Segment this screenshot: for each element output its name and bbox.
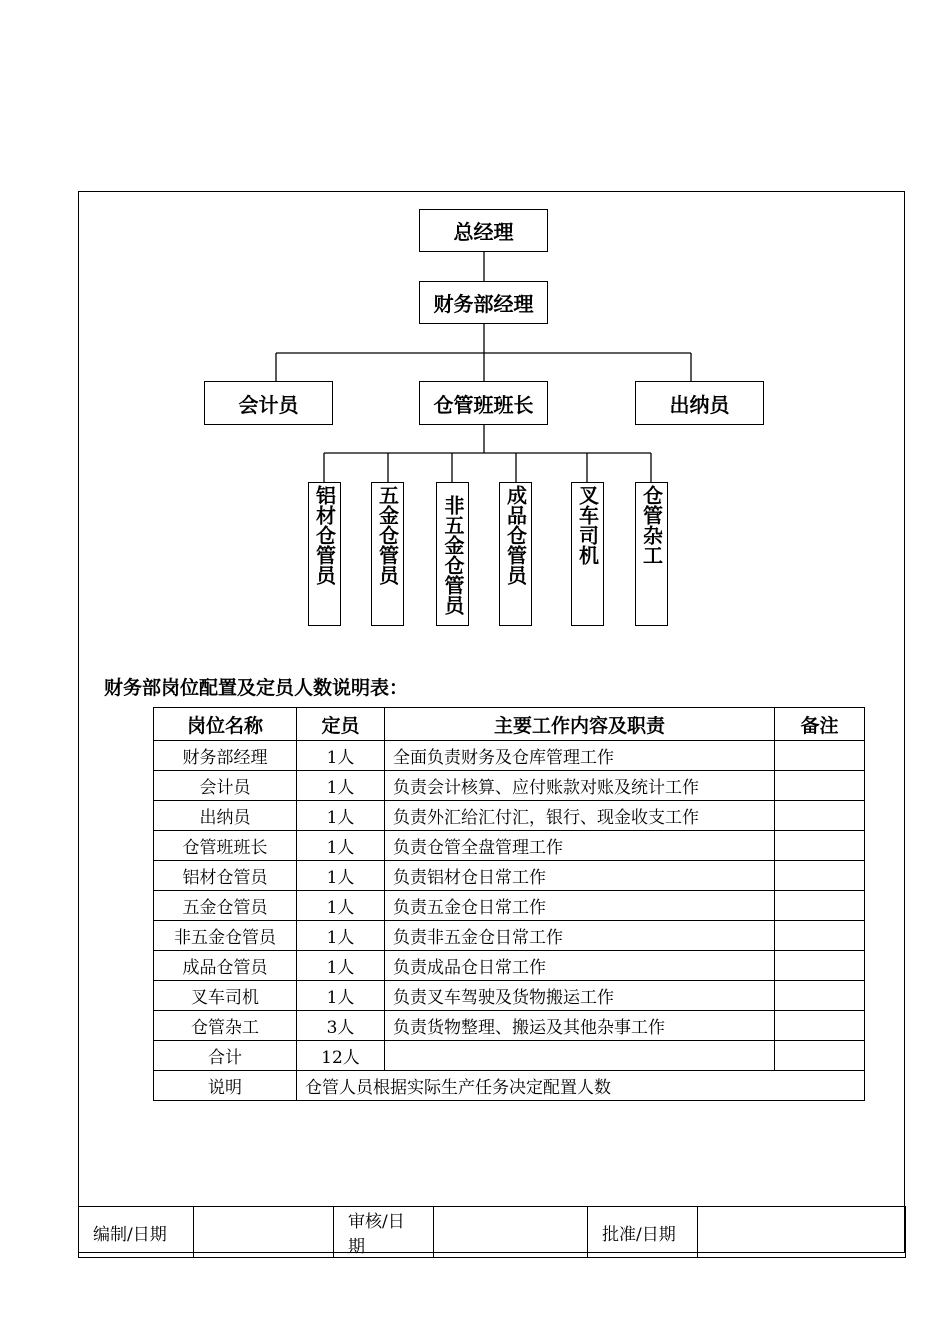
table-row [154,1011,865,1041]
cell-count: 1人 [297,831,385,861]
cell-position: 仓管杂工 [154,1011,297,1041]
table-row [154,831,865,861]
org-box-finished-goods-keeper: 成品仓管员 [499,482,532,626]
signoff-reviewed-field[interactable] [434,1207,588,1258]
org-box-non-hardware-keeper: 非五金仓管员 [436,482,469,626]
cell-note [775,1011,865,1041]
signoff-approved-field[interactable] [698,1207,906,1258]
cell-count: 1人 [297,741,385,771]
cell-note [775,1041,865,1071]
org-box-forklift-driver: 叉车司机 [571,482,604,626]
header-note: 备注 [775,708,865,741]
staffing-table [153,707,865,1101]
table-remark-row [154,1071,865,1101]
cell-note [775,801,865,831]
org-box-hardware-keeper: 五金仓管员 [371,482,404,626]
cell-total-count: 12人 [297,1041,385,1071]
cell-position: 五金仓管员 [154,891,297,921]
cell-total-label: 合计 [154,1041,297,1071]
header-duty: 主要工作内容及职责 [385,708,775,741]
org-box-cashier: 出纳员 [635,381,764,425]
table-total-row [154,1041,865,1071]
cell-duty: 负责五金仓日常工作 [385,891,775,921]
table-row [154,771,865,801]
cell-count: 1人 [297,801,385,831]
cell-count: 1人 [297,891,385,921]
cell-note [775,861,865,891]
cell-count: 3人 [297,1011,385,1041]
cell-duty: 负责货物整理、搬运及其他杂事工作 [385,1011,775,1041]
signoff-approved-label: 批准/日期 [588,1207,698,1258]
signoff-table [78,1206,906,1258]
header-position: 岗位名称 [154,708,297,741]
cell-note [775,921,865,951]
signoff-reviewed-label: 审核/日期 [334,1207,434,1258]
org-box-general-manager: 总经理 [419,209,548,252]
org-box-accountant: 会计员 [204,381,333,425]
cell-position: 出纳员 [154,801,297,831]
cell-note [775,831,865,861]
cell-note [775,771,865,801]
cell-duty: 负责仓管全盘管理工作 [385,831,775,861]
cell-duty: 负责会计核算、应付账款对账及统计工作 [385,771,775,801]
cell-duty: 负责成品仓日常工作 [385,951,775,981]
table-row [154,921,865,951]
section-title: 财务部岗位配置及定员人数说明表： [104,677,409,699]
cell-note [775,981,865,1011]
cell-duty [385,1041,775,1071]
cell-duty: 负责外汇给汇付汇，银行、现金收支工作 [385,801,775,831]
header-count: 定员 [297,708,385,741]
table-row [154,951,865,981]
cell-position: 仓管班班长 [154,831,297,861]
cell-count: 1人 [297,861,385,891]
cell-position: 叉车司机 [154,981,297,1011]
cell-duty: 负责叉车驾驶及货物搬运工作 [385,981,775,1011]
cell-position: 财务部经理 [154,741,297,771]
table-header-row [154,708,865,741]
cell-duty: 负责非五金仓日常工作 [385,921,775,951]
cell-position: 铝材仓管员 [154,861,297,891]
cell-note [775,741,865,771]
table-row [154,861,865,891]
cell-position: 成品仓管员 [154,951,297,981]
org-box-warehouse-leader: 仓管班班长 [419,381,548,425]
org-box-warehouse-helper: 仓管杂工 [635,482,668,626]
signoff-prepared-field[interactable] [194,1207,334,1258]
cell-position: 会计员 [154,771,297,801]
table-row [154,891,865,921]
cell-count: 1人 [297,921,385,951]
cell-position: 非五金仓管员 [154,921,297,951]
cell-duty: 全面负责财务及仓库管理工作 [385,741,775,771]
cell-count: 1人 [297,981,385,1011]
table-row [154,801,865,831]
cell-note [775,951,865,981]
signoff-prepared-label: 编制/日期 [79,1207,194,1258]
org-box-finance-manager: 财务部经理 [419,281,548,324]
signoff-row [79,1207,906,1258]
cell-note [775,891,865,921]
cell-duty: 负责铝材仓日常工作 [385,861,775,891]
cell-remark-text: 仓管人员根据实际生产任务决定配置人数 [297,1071,865,1101]
cell-count: 1人 [297,771,385,801]
table-row [154,981,865,1011]
cell-remark-label: 说明 [154,1071,297,1101]
table-row [154,741,865,771]
cell-count: 1人 [297,951,385,981]
org-box-aluminum-keeper: 铝材仓管员 [308,482,341,626]
